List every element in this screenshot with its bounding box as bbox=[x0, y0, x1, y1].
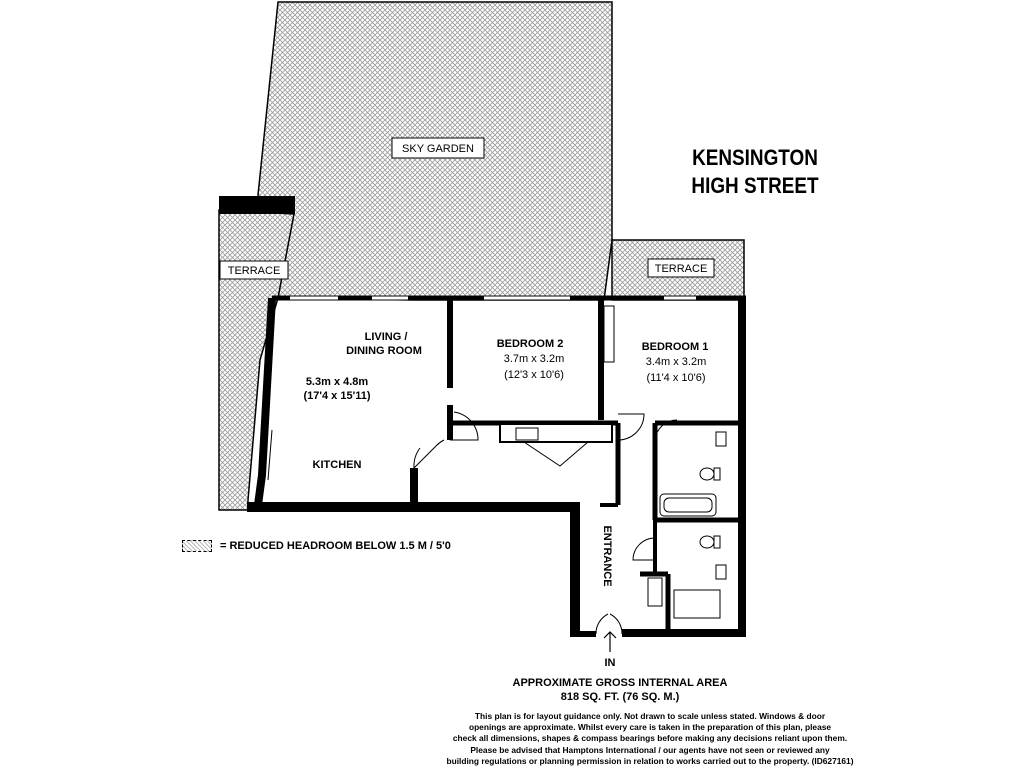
bathroom-fixtures bbox=[648, 432, 726, 618]
entry-arrow-icon bbox=[604, 632, 616, 652]
terrace-right-label: TERRACE bbox=[654, 263, 708, 275]
legend-text: = REDUCED HEADROOM BELOW 1.5 M / 5'0 bbox=[220, 540, 451, 552]
sky-garden-label: SKY GARDEN bbox=[402, 143, 474, 155]
kitchen-label: KITCHEN bbox=[312, 459, 362, 471]
living-room-dim-imperial: (17'4 x 15'11) bbox=[303, 390, 371, 402]
property-title bbox=[656, 144, 854, 200]
wardrobe-bedroom2 bbox=[500, 424, 612, 442]
terrace-left-area bbox=[219, 210, 294, 510]
bedroom2-dim-imperial: (12'3 x 10'6) bbox=[504, 369, 564, 381]
disclaimer-line: This plan is for layout guidance only. Not drawn to scale unless stated. Windows & door bbox=[474, 711, 826, 721]
bedroom1-dim-metric: 3.4m x 3.2m bbox=[645, 356, 707, 368]
disclaimer-line: openings are approximate. Whilst every care is taken in the preparation of this plan, please bbox=[468, 722, 832, 733]
basin-icon-2 bbox=[716, 565, 726, 579]
wardrobe-bedroom1 bbox=[604, 306, 614, 362]
toilet-icon-2 bbox=[700, 536, 714, 548]
wardrobe-doors bbox=[524, 442, 588, 466]
disclaimer-line: building regulations or planning permission in relation to works carried out to the property. (ID627161) bbox=[446, 755, 854, 766]
basin-icon bbox=[716, 432, 726, 446]
entry-in-label: IN bbox=[604, 657, 616, 669]
area-value: 818 SQ. FT. (76 SQ. M.) bbox=[560, 691, 680, 703]
reduced-headroom-swatch bbox=[182, 540, 212, 552]
title-line-2: HIGH STREET bbox=[691, 173, 819, 198]
living-room-dim-metric: 5.3m x 4.8m bbox=[305, 376, 369, 388]
shower-tray-icon bbox=[674, 590, 720, 618]
disclaimer-line: Please be advised that Hamptons International / our agents have not seen or reviewed any bbox=[470, 744, 830, 755]
bedroom2-name: BEDROOM 2 bbox=[496, 338, 564, 350]
title-line-1: KENSINGTON bbox=[692, 145, 818, 170]
bedroom1-name: BEDROOM 1 bbox=[641, 341, 709, 353]
bedroom1-dim-imperial: (11'4 x 10'6) bbox=[646, 372, 706, 384]
wall-stub bbox=[219, 196, 295, 214]
terrace-left-label: TERRACE bbox=[227, 265, 281, 277]
gross-internal-area bbox=[470, 676, 770, 704]
entrance-label: ENTRANCE bbox=[601, 525, 613, 587]
living-room-name-1: LIVING / bbox=[364, 331, 408, 343]
living-room-name-2: DINING ROOM bbox=[346, 345, 422, 357]
toilet-icon bbox=[700, 468, 714, 480]
bedroom2-dim-metric: 3.7m x 3.2m bbox=[503, 353, 565, 365]
disclaimer-line: check all dimensions, shapes & compass bearings before making any decisions reliant upon them. bbox=[452, 733, 848, 744]
legend bbox=[182, 540, 451, 552]
doors bbox=[414, 412, 677, 634]
disclaimer bbox=[430, 711, 870, 767]
area-title: APPROXIMATE GROSS INTERNAL AREA bbox=[512, 677, 728, 689]
